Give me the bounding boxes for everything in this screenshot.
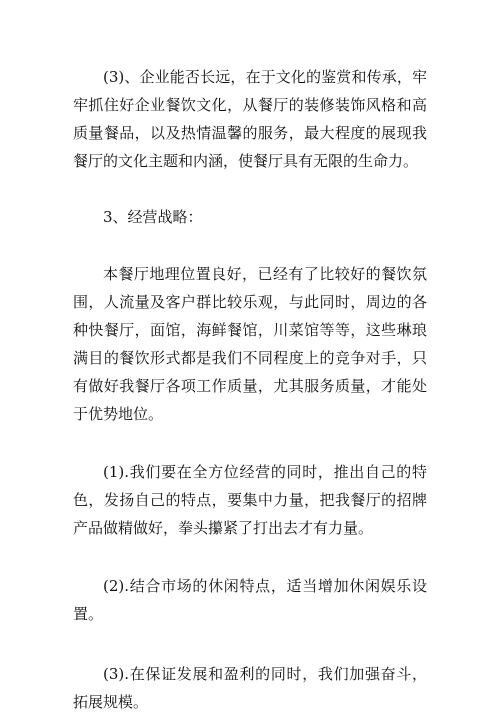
paragraph-point-2: (2).结合市场的休闲特点，适当增加休闲娱乐设置。 [73, 577, 427, 623]
paragraph-point-1: (1).我们要在全方位经营的同时，推出自己的特色，发扬自己的特点，要集中力量，把我餐厅的招牌产品做精做好，拳头攥紧了打出去才有力量。 [73, 463, 427, 537]
paragraph-culture: (3)、企业能否长远，在于文化的鉴赏和传承，牢牢抓住好企业餐饮文化，从餐厅的装修装饰风格和高质量餐品，以及热情温馨的服务，最大程度的展现我餐厅的文化主题和内涵，使餐厅具有无限的生命力。 [73, 68, 427, 170]
paragraph-point-3: (3).在保证发展和盈利的同时，我们加强奋斗，拓展规模。 [73, 665, 427, 711]
heading-business-strategy: 3、经营战略： [103, 208, 203, 226]
paragraph-location-competition: 本餐厅地理位置良好，已经有了比较好的餐饮氛围，人流量及客户群比较乐观，与此同时，周边的各种快餐厅，面馆，海鲜餐馆，川菜馆等等，这些琳琅满目的餐饮形式都是我们不同程度上的竞争对手，只有做好我餐厅各项工作质量，尤其服务质量，才能处于优势地位。 [73, 265, 427, 423]
